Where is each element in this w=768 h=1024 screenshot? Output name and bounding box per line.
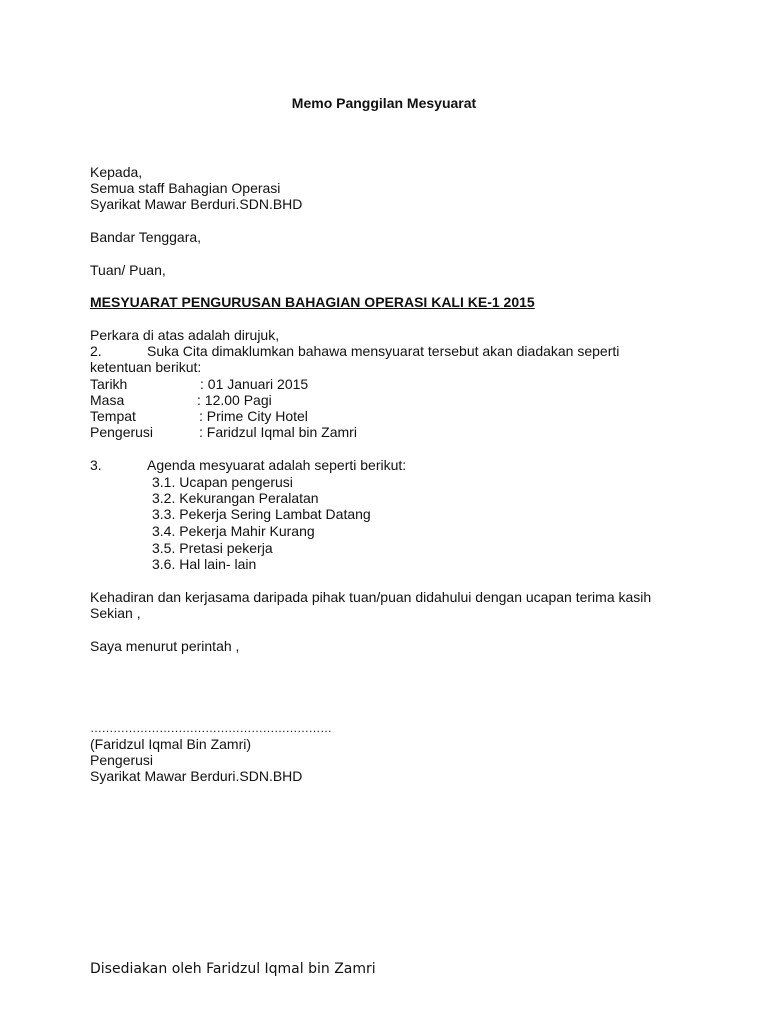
detail-label: Masa (90, 392, 125, 408)
recipient-line-2: Syarikat Mawar Berduri.SDN.BHD (90, 196, 303, 212)
paragraph-2-text: Suka Cita dimaklumkan bahawa mensyuarat tersebut akan diadakan seperti (147, 343, 620, 359)
detail-value: : Prime City Hotel (199, 408, 308, 424)
agenda-item: 3.1. Ucapan pengerusi (152, 474, 293, 490)
signatory-position: Pengerusi (90, 752, 154, 768)
recipient-line-1: Semua staff Bahagian Operasi (90, 180, 281, 196)
agenda-item: 3.3. Pekerja Sering Lambat Datang (152, 506, 371, 522)
detail-value: : 01 Januari 2015 (200, 376, 309, 392)
agenda-item: 3.6. Hal lain- lain (152, 556, 257, 572)
greeting: Tuan/ Puan, (90, 262, 166, 278)
recipient-salutation: Kepada, (90, 164, 143, 180)
memo-subject: MESYUARAT PENGURUSAN BAHAGIAN OPERASI KALI KE-1 2015 (90, 294, 535, 310)
signatory-company: Syarikat Mawar Berduri.SDN.BHD (90, 768, 303, 784)
closing-line-2: Sekian , (90, 605, 141, 621)
agenda-item: 3.4. Pekerja Mahir Kurang (152, 523, 315, 539)
detail-value: : 12.00 Pagi (197, 392, 272, 408)
detail-label: Pengerusi (90, 424, 154, 440)
detail-value: : Faridzul Iqmal bin Zamri (199, 424, 357, 440)
signature-line: ……………………………………………………… (90, 721, 332, 735)
paragraph-2-continuation: ketentuan berikut: (90, 359, 202, 375)
paragraph-3-number: 3. (90, 457, 102, 473)
paragraph-2-number: 2. (90, 343, 102, 359)
memo-title: Memo Panggilan Mesyuarat (291, 95, 477, 111)
paragraph-3-text: Agenda mesyuarat adalah seperti berikut: (147, 457, 407, 473)
closing-line-3: Saya menurut perintah , (90, 638, 240, 654)
recipient-city: Bandar Tenggara, (90, 229, 202, 245)
signatory-name: (Faridzul Iqmal Bin Zamri) (90, 736, 252, 752)
closing-line-1: Kehadiran dan kerjasama daripada pihak tuan/puan didahului dengan ucapan terima kasih (90, 589, 652, 605)
agenda-item: 3.5. Pretasi pekerja (152, 540, 273, 556)
prepared-by-footer: Disediakan oleh Faridzul Iqmal bin Zamri (90, 961, 376, 977)
paragraph-1: Perkara di atas adalah dirujuk, (90, 327, 280, 343)
agenda-item: 3.2. Kekurangan Peralatan (152, 490, 319, 506)
detail-label: Tempat (90, 408, 136, 424)
detail-label: Tarikh (90, 376, 128, 392)
